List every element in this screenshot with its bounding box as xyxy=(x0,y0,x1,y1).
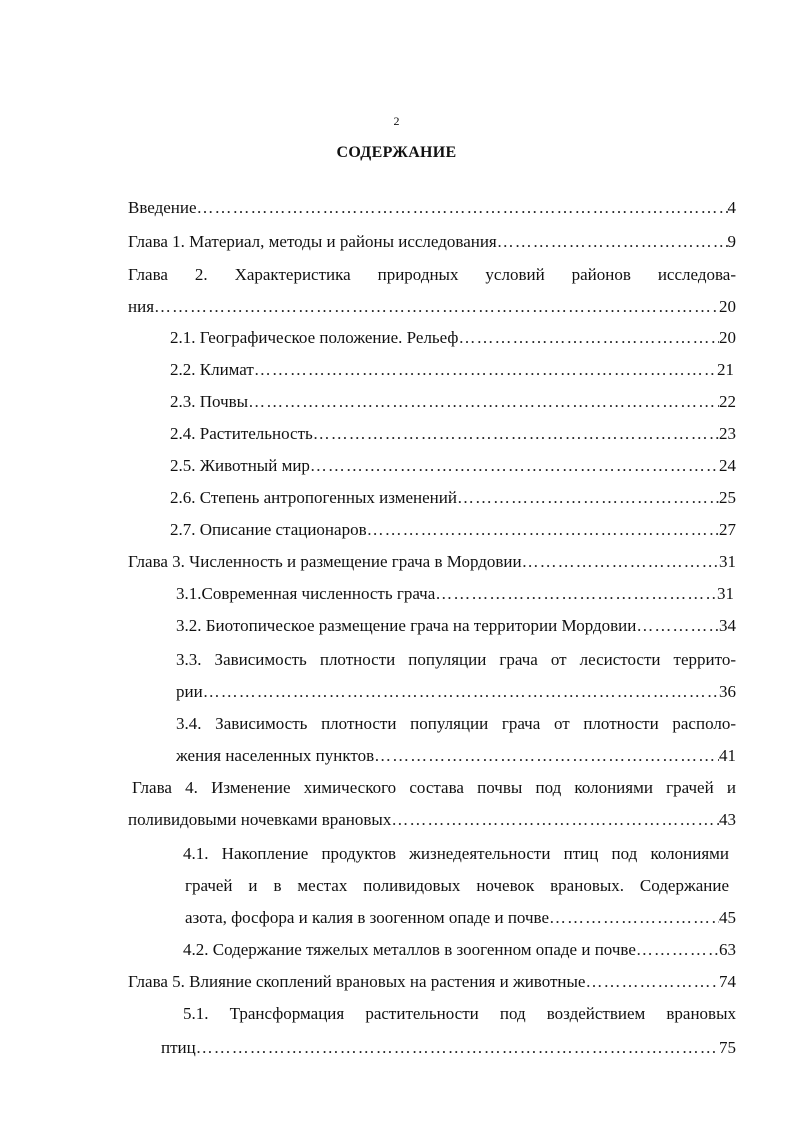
toc-entry-page: 75 xyxy=(719,1038,736,1057)
toc-entry-page: 21 xyxy=(717,360,734,379)
toc-entry-page: 20 xyxy=(719,297,736,316)
dot-leader xyxy=(522,549,719,575)
toc-entry-title: жения населенных пунктов xyxy=(176,746,375,765)
dot-leader xyxy=(197,195,728,221)
toc-entry-page: 22 xyxy=(719,392,736,411)
toc-entry-page: 43 xyxy=(719,810,736,829)
toc-entry-section-2-5 xyxy=(170,453,736,479)
toc-entry-section-3-3 xyxy=(176,679,736,705)
toc-entry-section-2-7 xyxy=(170,517,736,543)
toc-entry-section-3-1 xyxy=(176,581,734,607)
dot-leader xyxy=(196,1035,719,1061)
dot-leader xyxy=(636,937,719,963)
toc-entry-section-4-2 xyxy=(183,937,736,963)
toc-entry-section-2-2 xyxy=(170,357,734,383)
toc-entry-title: поливидовыми ночевками врановых xyxy=(128,810,392,829)
toc-entry-title: Введение xyxy=(128,198,197,217)
toc-entry-title: 3.1.Современная численность грача xyxy=(176,584,436,603)
toc-entry-title: 2.4. Растительность xyxy=(170,424,313,443)
dot-leader xyxy=(310,453,719,479)
dot-leader xyxy=(549,905,719,931)
toc-entry-intro xyxy=(128,195,736,221)
dot-leader xyxy=(636,613,719,639)
toc-entry-chapter-2-line-1: Глава 2. Характеристика природных условий районов исследова- xyxy=(128,265,736,284)
toc-entry-chapter-5 xyxy=(128,969,736,995)
toc-entry-title: Глава 5. Влияние скоплений врановых на растения и животные xyxy=(128,972,586,991)
toc-entry-title: 2.5. Животный мир xyxy=(170,456,310,475)
toc-entry-title: рии xyxy=(176,682,203,701)
toc-entry-chapter-1 xyxy=(128,229,736,255)
toc-entry-title: азота, фосфора и калия в зоогенном опаде и почве xyxy=(185,908,549,927)
toc-entry-title: Глава 3. Численность и размещение грача в Мордовии xyxy=(128,552,522,571)
page-title: СОДЕРЖАНИЕ xyxy=(336,144,457,161)
dot-leader xyxy=(391,807,719,833)
dot-leader xyxy=(313,421,719,447)
toc-entry-chapter-3 xyxy=(128,549,736,575)
toc-entry-section-4-1-line-2: грачей и в местах поливидовых ночевок врановых. Содержание xyxy=(185,876,729,895)
toc-entry-section-3-2 xyxy=(176,613,736,639)
toc-entry-section-3-3-line-1: 3.3. Зависимость плотности популяции грача от лесистости террито- xyxy=(176,650,736,669)
toc-entry-title: птиц xyxy=(161,1038,196,1057)
toc-entry-title: ния xyxy=(128,297,155,316)
dot-leader xyxy=(203,679,719,705)
toc-entry-section-3-4-line-1: 3.4. Зависимость плотности популяции грача от плотности располо- xyxy=(176,714,736,733)
dot-leader xyxy=(254,357,717,383)
toc-entry-section-2-4 xyxy=(170,421,736,447)
toc-entry-title: 2.6. Степень антропогенных изменений xyxy=(170,488,457,507)
toc-entry-page: 34 xyxy=(719,616,736,635)
toc-entry-section-4-1 xyxy=(185,905,736,931)
toc-entry-title: 2.3. Почвы xyxy=(170,392,249,411)
toc-entry-page: 9 xyxy=(727,232,736,251)
toc-entry-section-2-3 xyxy=(170,389,736,415)
toc-entry-page: 20 xyxy=(719,328,736,347)
toc-entry-page: 41 xyxy=(719,746,736,765)
toc-entry-section-2-6 xyxy=(170,485,736,511)
toc-entry-title: 2.1. Географическое положение. Рельеф xyxy=(170,328,459,347)
toc-entry-chapter-2 xyxy=(128,294,736,320)
page-number: 2 xyxy=(393,114,400,128)
dot-leader xyxy=(374,743,719,769)
toc-entry-page: 27 xyxy=(719,520,736,539)
dot-leader xyxy=(458,325,719,351)
toc-entry-section-4-1-line-1: 4.1. Накопление продуктов жизнедеятельности птиц под колониями xyxy=(183,844,729,863)
toc-entry-section-3-4 xyxy=(176,743,736,769)
dot-leader xyxy=(248,389,719,415)
toc-entry-title: 2.7. Описание стационаров xyxy=(170,520,367,539)
toc-entry-title: Глава 1. Материал, методы и районы исследования xyxy=(128,232,497,251)
dot-leader xyxy=(585,969,719,995)
toc-entry-chapter-4-line-1: Глава 4. Изменение химического состава почвы под колониями грачей и xyxy=(132,778,736,797)
toc-entry-title: 2.2. Климат xyxy=(170,360,254,379)
toc-entry-page: 24 xyxy=(719,456,736,475)
toc-entry-page: 74 xyxy=(719,972,736,991)
toc-entry-title: 4.2. Содержание тяжелых металлов в зоогенном опаде и почве xyxy=(183,940,636,959)
toc-entry-section-5-1-line-1: 5.1. Трансформация растительности под воздействием врановых xyxy=(183,1004,736,1023)
toc-entry-page: 25 xyxy=(719,488,736,507)
toc-entry-page: 63 xyxy=(719,940,736,959)
toc-entry-title: 3.2. Биотопическое размещение грача на территории Мордовии xyxy=(176,616,637,635)
toc-entry-page: 31 xyxy=(719,552,736,571)
dot-leader xyxy=(154,294,719,320)
toc-entry-page: 36 xyxy=(719,682,736,701)
toc-entry-section-2-1 xyxy=(170,325,736,351)
dot-leader xyxy=(457,485,719,511)
toc-entry-page: 31 xyxy=(717,584,734,603)
toc-entry-page: 45 xyxy=(719,908,736,927)
toc-entry-page: 4 xyxy=(727,198,736,217)
toc-entry-chapter-4 xyxy=(128,807,736,833)
dot-leader xyxy=(367,517,719,543)
dot-leader xyxy=(497,229,728,255)
dot-leader xyxy=(435,581,717,607)
toc-entry-page: 23 xyxy=(719,424,736,443)
toc-entry-section-5-1 xyxy=(161,1035,736,1061)
